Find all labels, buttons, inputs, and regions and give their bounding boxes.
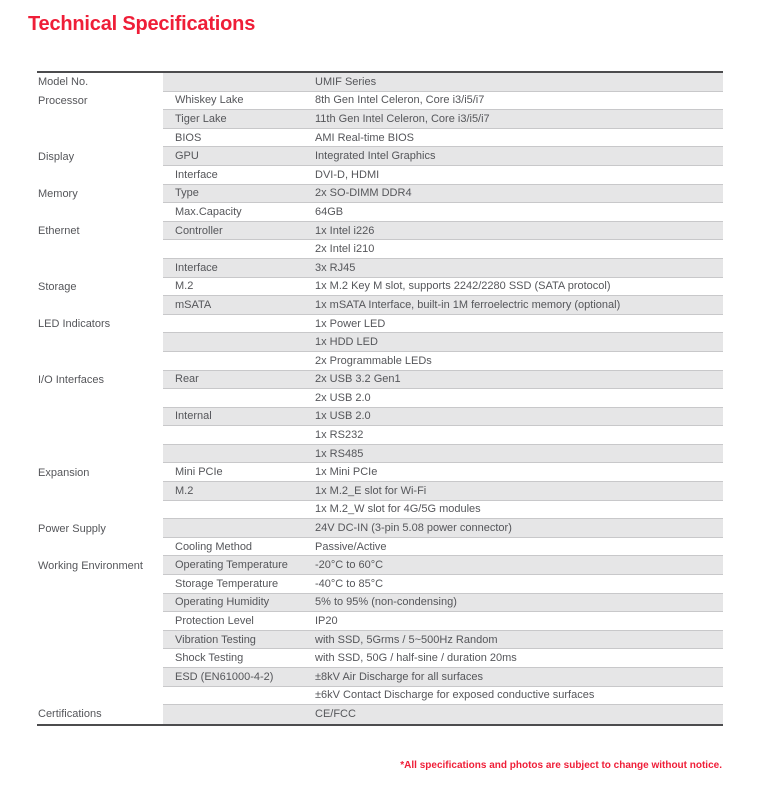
category-cell bbox=[37, 649, 163, 668]
item-cell: Tiger Lake bbox=[175, 112, 227, 125]
row-band bbox=[163, 594, 723, 613]
value-cell: 2x Programmable LEDs bbox=[315, 354, 432, 367]
table-row bbox=[37, 463, 723, 482]
table-row bbox=[37, 649, 723, 668]
category-cell bbox=[37, 129, 163, 148]
table-row bbox=[37, 315, 723, 334]
value-cell: with SSD, 5Grms / 5~500Hz Random bbox=[315, 633, 498, 646]
table-row bbox=[37, 185, 723, 204]
row-band bbox=[163, 371, 723, 390]
category-cell: Model No. bbox=[37, 73, 163, 92]
table-row bbox=[37, 482, 723, 501]
row-band bbox=[163, 556, 723, 575]
item-cell: ESD (EN61000-4-2) bbox=[175, 670, 274, 683]
item-cell: Storage Temperature bbox=[175, 577, 279, 590]
row-band bbox=[163, 519, 723, 538]
category-cell bbox=[37, 668, 163, 687]
table-row bbox=[37, 538, 723, 557]
spec-table bbox=[37, 71, 723, 726]
item-cell: Cooling Method bbox=[175, 540, 253, 553]
value-cell: DVI-D, HDMI bbox=[315, 168, 380, 181]
footnote: *All specifications and photos are subject to change without notice. bbox=[400, 760, 722, 771]
item-cell: Controller bbox=[175, 224, 223, 237]
table-row bbox=[37, 594, 723, 613]
value-cell: 1x M.2 Key M slot, supports 2242/2280 SSD (SATA protocol) bbox=[315, 280, 611, 293]
table-row bbox=[37, 259, 723, 278]
item-cell: Vibration Testing bbox=[175, 633, 256, 646]
row-band bbox=[163, 538, 723, 557]
category-cell bbox=[37, 240, 163, 259]
category-cell: Power Supply bbox=[37, 519, 163, 538]
table-row bbox=[37, 705, 723, 724]
category-cell bbox=[37, 110, 163, 129]
page-title: Technical Specifications bbox=[28, 13, 256, 35]
value-cell: 1x Intel i226 bbox=[315, 224, 375, 237]
category-cell bbox=[37, 352, 163, 371]
row-band bbox=[163, 482, 723, 501]
row-band bbox=[163, 445, 723, 464]
table-row bbox=[37, 501, 723, 520]
row-band bbox=[163, 631, 723, 650]
category-cell bbox=[37, 203, 163, 222]
table-row bbox=[37, 631, 723, 650]
category-cell: Ethernet bbox=[37, 222, 163, 241]
row-band bbox=[163, 463, 723, 482]
row-band bbox=[163, 147, 723, 166]
table-row bbox=[37, 371, 723, 390]
value-cell: 1x M.2_E slot for Wi-Fi bbox=[315, 484, 427, 497]
row-band bbox=[163, 408, 723, 427]
category-cell: Working Environment bbox=[37, 556, 163, 575]
row-band bbox=[163, 278, 723, 297]
category-cell bbox=[37, 687, 163, 706]
table-row bbox=[37, 92, 723, 111]
value-cell: 11th Gen Intel Celeron, Core i3/i5/i7 bbox=[315, 112, 490, 125]
category-cell bbox=[37, 575, 163, 594]
item-cell: M.2 bbox=[175, 280, 194, 293]
category-cell bbox=[37, 538, 163, 557]
row-band bbox=[163, 259, 723, 278]
value-cell: 1x mSATA Interface, built-in 1M ferroelectric memory (optional) bbox=[315, 298, 621, 311]
value-cell: 8th Gen Intel Celeron, Core i3/i5/i7 bbox=[315, 94, 485, 107]
value-cell: -20°C to 60°C bbox=[315, 559, 384, 572]
value-cell: ±8kV Air Discharge for all surfaces bbox=[315, 670, 484, 683]
value-cell: 1x RS485 bbox=[315, 447, 364, 460]
row-band bbox=[163, 110, 723, 129]
item-cell: Protection Level bbox=[175, 615, 254, 628]
table-row bbox=[37, 408, 723, 427]
row-band bbox=[163, 501, 723, 520]
row-band bbox=[163, 185, 723, 204]
category-cell bbox=[37, 333, 163, 352]
row-band bbox=[163, 73, 723, 92]
table-row bbox=[37, 73, 723, 92]
item-cell: M.2 bbox=[175, 484, 194, 497]
category-cell bbox=[37, 296, 163, 315]
value-cell: 1x HDD LED bbox=[315, 336, 378, 349]
category-cell bbox=[37, 482, 163, 501]
item-cell: Max.Capacity bbox=[175, 205, 242, 218]
category-cell bbox=[37, 166, 163, 185]
value-cell: AMI Real-time BIOS bbox=[315, 131, 415, 144]
item-cell: mSATA bbox=[175, 298, 212, 311]
row-band bbox=[163, 668, 723, 687]
item-cell: BIOS bbox=[175, 131, 202, 144]
category-cell: Processor bbox=[37, 92, 163, 111]
category-cell bbox=[37, 389, 163, 408]
table-row bbox=[37, 278, 723, 297]
table-row bbox=[37, 389, 723, 408]
item-cell: Interface bbox=[175, 168, 218, 181]
item-cell: GPU bbox=[175, 150, 199, 163]
item-cell: Internal bbox=[175, 410, 212, 423]
category-cell bbox=[37, 408, 163, 427]
value-cell: 5% to 95% (non-condensing) bbox=[315, 596, 457, 609]
category-cell bbox=[37, 426, 163, 445]
category-cell bbox=[37, 445, 163, 464]
value-cell: 1x Power LED bbox=[315, 317, 386, 330]
item-cell: Operating Temperature bbox=[175, 559, 288, 572]
table-row bbox=[37, 426, 723, 445]
value-cell: 1x M.2_W slot for 4G/5G modules bbox=[315, 503, 481, 516]
item-cell: Shock Testing bbox=[175, 652, 244, 665]
category-cell bbox=[37, 594, 163, 613]
row-band bbox=[163, 222, 723, 241]
value-cell: ±6kV Contact Discharge for exposed conductive surfaces bbox=[315, 689, 595, 702]
row-band bbox=[163, 426, 723, 445]
value-cell: IP20 bbox=[315, 615, 338, 628]
item-cell: Rear bbox=[175, 373, 199, 386]
table-row bbox=[37, 222, 723, 241]
table-row bbox=[37, 166, 723, 185]
value-cell: with SSD, 50G / half-sine / duration 20ms bbox=[315, 652, 517, 665]
table-row bbox=[37, 612, 723, 631]
value-cell: UMIF Series bbox=[315, 75, 377, 88]
item-cell: Whiskey Lake bbox=[175, 94, 244, 107]
category-cell: Expansion bbox=[37, 463, 163, 482]
value-cell: 2x SO-DIMM DDR4 bbox=[315, 187, 412, 200]
row-band bbox=[163, 705, 723, 724]
value-cell: 1x Mini PCIe bbox=[315, 466, 378, 479]
row-band bbox=[163, 333, 723, 352]
row-band bbox=[163, 129, 723, 148]
category-cell: Display bbox=[37, 147, 163, 166]
row-band bbox=[163, 612, 723, 631]
table-row bbox=[37, 352, 723, 371]
value-cell: Passive/Active bbox=[315, 540, 387, 553]
table-row bbox=[37, 556, 723, 575]
item-cell: Mini PCIe bbox=[175, 466, 223, 479]
row-band bbox=[163, 203, 723, 222]
table-row bbox=[37, 519, 723, 538]
item-cell: Interface bbox=[175, 261, 218, 274]
value-cell: 1x RS232 bbox=[315, 429, 364, 442]
category-cell bbox=[37, 259, 163, 278]
value-cell: -40°C to 85°C bbox=[315, 577, 384, 590]
value-cell: 1x USB 2.0 bbox=[315, 410, 371, 423]
category-cell bbox=[37, 631, 163, 650]
value-cell: 2x Intel i210 bbox=[315, 243, 375, 256]
item-cell: Type bbox=[175, 187, 199, 200]
table-row bbox=[37, 129, 723, 148]
category-cell: I/O Interfaces bbox=[37, 371, 163, 390]
row-band bbox=[163, 296, 723, 315]
value-cell: 24V DC-IN (3-pin 5.08 power connector) bbox=[315, 522, 512, 535]
table-row bbox=[37, 575, 723, 594]
row-band bbox=[163, 575, 723, 594]
table-row bbox=[37, 687, 723, 706]
value-cell: 3x RJ45 bbox=[315, 261, 356, 274]
row-band bbox=[163, 240, 723, 259]
category-cell bbox=[37, 501, 163, 520]
value-cell: 64GB bbox=[315, 205, 344, 218]
table-row bbox=[37, 445, 723, 464]
table-row bbox=[37, 296, 723, 315]
table-row bbox=[37, 203, 723, 222]
row-band bbox=[163, 352, 723, 371]
row-band bbox=[163, 315, 723, 334]
category-cell: Memory bbox=[37, 185, 163, 204]
value-cell: 2x USB 3.2 Gen1 bbox=[315, 373, 401, 386]
value-cell: CE/FCC bbox=[315, 708, 356, 721]
row-band bbox=[163, 649, 723, 668]
value-cell: 2x USB 2.0 bbox=[315, 391, 371, 404]
row-band bbox=[163, 92, 723, 111]
table-row bbox=[37, 240, 723, 259]
table-row bbox=[37, 668, 723, 687]
category-cell: LED Indicators bbox=[37, 315, 163, 334]
category-cell: Certifications bbox=[37, 705, 163, 724]
table-row bbox=[37, 147, 723, 166]
row-band bbox=[163, 166, 723, 185]
table-row bbox=[37, 110, 723, 129]
table-row bbox=[37, 333, 723, 352]
item-cell: Operating Humidity bbox=[175, 596, 270, 609]
category-cell: Storage bbox=[37, 278, 163, 297]
row-band bbox=[163, 687, 723, 706]
row-band bbox=[163, 389, 723, 408]
category-cell bbox=[37, 612, 163, 631]
value-cell: Integrated Intel Graphics bbox=[315, 150, 436, 163]
